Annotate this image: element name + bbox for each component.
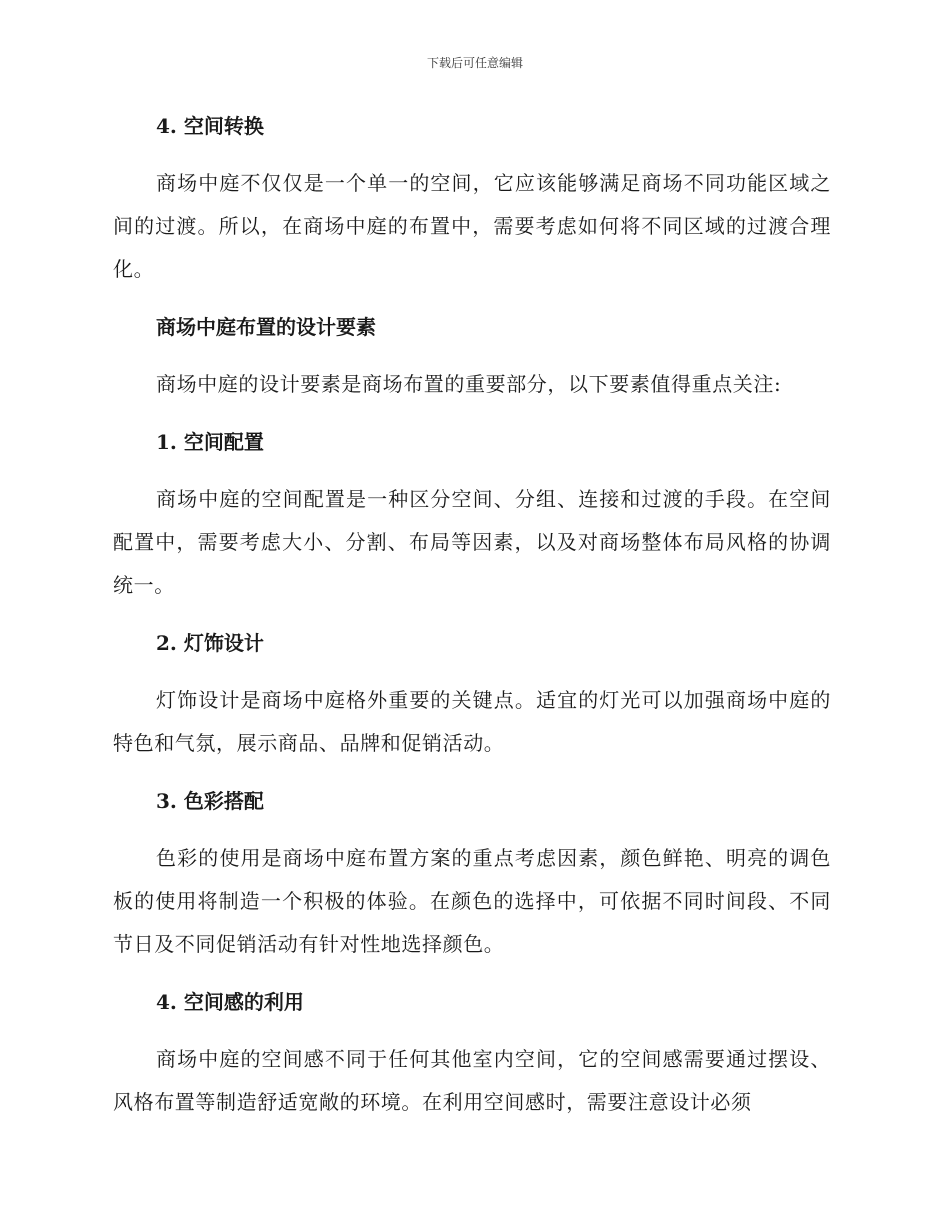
section-paragraph: 商场中庭的空间感不同于任何其他室内空间，它的空间感需要通过摆设、风格布置等制造舒适宽敞的环境。在利用空间感时，需要注意设计必须	[113, 1047, 831, 1114]
section-paragraph: 色彩的使用是商场中庭布置方案的重点考虑因素，颜色鲜艳、明亮的调色板的使用将制造一个积极的体验。在颜色的选择中，可依据不同时间段、不同节日及不同促销活动有针对性地选择颜色。	[113, 846, 831, 956]
document-body	[113, 112, 831, 1124]
section-heading: 2. 灯饰设计	[156, 631, 264, 655]
section-paragraph: 灯饰设计是商场中庭格外重要的关键点。适宜的灯光可以加强商场中庭的特色和气氛，展示商品、品牌和促销活动。	[113, 688, 831, 755]
section-heading: 1. 空间配置	[156, 430, 264, 454]
section-heading: 商场中庭布置的设计要素	[156, 315, 376, 339]
section-heading: 4. 空间感的利用	[156, 990, 304, 1014]
section-spatial-sense	[113, 988, 831, 1124]
section-design-elements	[113, 313, 831, 428]
section-space-configuration	[113, 428, 831, 629]
section-heading: 4. 空间转换	[156, 114, 264, 138]
page-header-note: 下载后可任意编辑	[426, 56, 523, 70]
section-paragraph: 商场中庭不仅仅是一个单一的空间，它应该能够满足商场不同功能区域之间的过渡。所以，在商场中庭的布置中，需要考虑如何将不同区域的过渡合理化。	[113, 171, 831, 281]
section-paragraph: 商场中庭的设计要素是商场布置的重要部分，以下要素值得重点关注:	[156, 372, 782, 396]
section-space-transition	[113, 112, 831, 313]
section-paragraph: 商场中庭的空间配置是一种区分空间、分组、连接和过渡的手段。在空间配置中，需要考虑大小、分割、布局等因素，以及对商场整体布局风格的协调统一。	[113, 487, 831, 597]
section-lighting-design	[113, 629, 831, 787]
section-heading: 3. 色彩搭配	[156, 789, 264, 813]
section-color-matching	[113, 787, 831, 988]
